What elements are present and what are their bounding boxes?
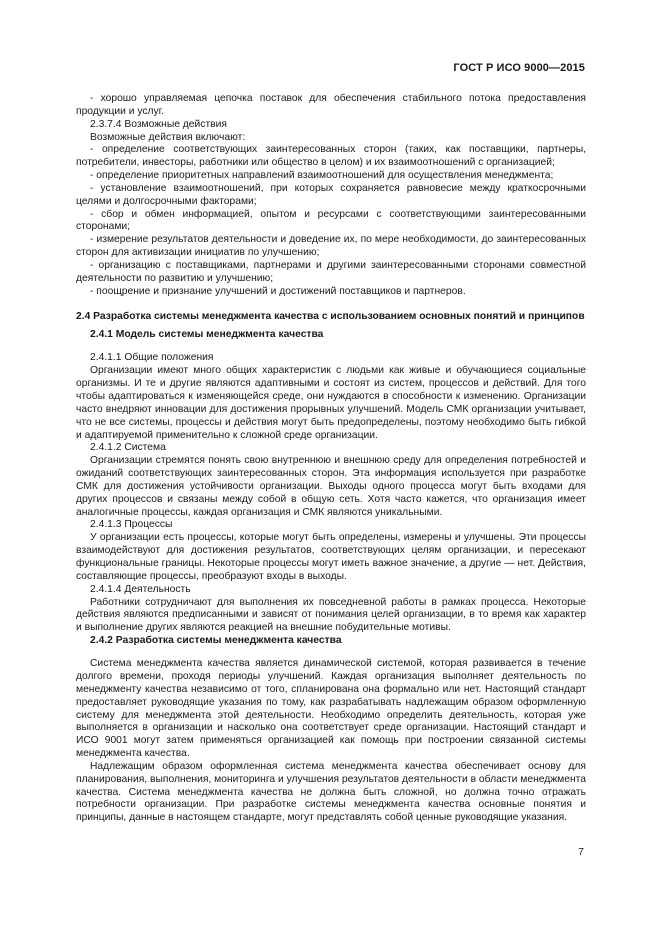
subsection-2-4-1-1: 2.4.1.1 Общие положения — [90, 352, 214, 364]
document-code-header: ГОСТ Р ИСО 9000—2015 — [453, 62, 585, 74]
paragraph-2-4-1-2: Организации стремятся понять свою внутреннюю и внешнюю среду для определения потребностей и ожиданий соответствующих заинтересованных сторон. Эта информация используется при разработке СМК для достижения устойчивости организации. Выходы одного процесса могут быть входами для других процессов и связаны между собой в общую сеть. Хотя часто кажется, что организация имеет аналогичные процессы, каждая организация и СМК являются уникальными. — [76, 455, 586, 518]
paragraph-2-4-1-4: Работники сотрудничают для выполнения их повседневной работы в рамках процесса. Некоторые действия являются предписанными и зависят от понимания целей организации, в то время как характер и выполнение других являются реакцией на внешние побудительные мотивы. — [76, 596, 586, 634]
list-item-action-5: - измерение результатов деятельности и доведение их, по мере необходимости, до заинтересованных сторон для активизации инициатив по улучшению; — [76, 234, 586, 259]
list-item-action-4: - сбор и обмен информацией, опытом и ресурсами с соответствующими заинтересованными сторонами; — [76, 208, 586, 233]
list-item-action-6: - организацию с поставщиками, партнерами и другими заинтересованными сторонами совместной деятельности по развитию и улучшению; — [76, 259, 586, 284]
list-item-action-7: - поощрение и признание улучшений и достижений поставщиков и партнеров. — [90, 285, 466, 297]
page-number: 7 — [578, 846, 584, 858]
paragraph-2-4-2-b: Надлежащим образом оформленная система менеджмента качества обеспечивает основу для планирования, выполнения, мониторинга и улучшения результатов деятельности в области менеджмента качества. Система менеджмента качества не должна быть сложной, но должна точно отражать потребности организации. При разработке системы менеджмента качества основные понятия и принципы, данные в настоящем стандарте, могут представлять собой ценные руководящие указания. — [76, 760, 586, 824]
subsection-2-4-1-2: 2.4.1.2 Система — [90, 442, 166, 454]
document-body — [76, 93, 586, 825]
paragraph-supply-chain: - хорошо управляемая цепочка поставок для обеспечения стабильного потока предоставления продукции и услуг. — [76, 93, 586, 117]
list-item-action-3: - установление взаимоотношений, при которых сохраняется равновесие между краткосрочными целями и долгосрочными факторами; — [76, 182, 586, 207]
paragraph-actions-intro: Возможные действия включают: — [90, 131, 246, 143]
section-heading-2-4-1: 2.4.1 Модель системы менеджмента качества — [90, 329, 324, 341]
subsection-2-4-1-4: 2.4.1.4 Деятельность — [90, 583, 191, 595]
paragraph-2-4-1-3: У организации есть процессы, которые могут быть определены, измерены и улучшены. Эти процессы взаимодействуют для достижения результатов, соответствующих целям организации, и пересекают функциональные границы. Некоторые процессы могут иметь важное значение, а другие — нет. Действия, составляющие процессы, преобразуют входы в выходы. — [76, 532, 586, 582]
section-heading-2-4: 2.4 Разработка системы менеджмента качества с использованием основных понятий и принципов — [76, 310, 585, 322]
subsection-2-3-7-4: 2.3.7.4 Возможные действия — [90, 118, 227, 130]
subsection-2-4-1-3: 2.4.1.3 Процессы — [90, 519, 173, 531]
paragraph-2-4-2-a: Система менеджмента качества является динамической системой, которая развивается в течение долгого времени, проходя периоды улучшений. Каждая организация выполняет деятельность по менеджменту качества независимо от того, спланирована она формально или нет. Настоящий стандарт предоставляет руководящие указания по тому, как разрабатывать надлежащим образом оформленную систему для менеджмента этой деятельности. Необходимо определить деятельность, которая уже выполняется в организации и насколько она соответствует среде организации. Настоящий стандарт и ИСО 9001 могут затем применяться организацией как помощь при построении связанной системы менеджмента качества. — [76, 658, 586, 760]
list-item-action-2: - определение приоритетных направлений взаимоотношений для осуществления менеджмента; — [90, 170, 554, 182]
paragraph-2-4-1-1: Организации имеют много общих характеристик с людьми как живые и обучающиеся социальные организмы. И те и другие являются адаптивными и состоят из систем, процессов и действий. Для того чтобы адаптироваться к изменяющейся среде, они нуждаются в способности к изменению. Организации часто внедряют инновации для достижения прорывных улучшений. Модель СМК организации учитывает, что не все системы, процессы и действия могут быть предопределены, поэтому необходимо быть гибкой и адаптируемой применительно к сложной среде организации. — [76, 365, 586, 441]
section-heading-2-4-2: 2.4.2 Разработка системы менеджмента качества — [90, 635, 342, 647]
list-item-action-1: - определение соответствующих заинтересованных сторон (таких, как поставщики, партнеры, потребители, инвесторы, работники или общество в целом) и их взаимоотношений с организацией; — [76, 144, 586, 169]
